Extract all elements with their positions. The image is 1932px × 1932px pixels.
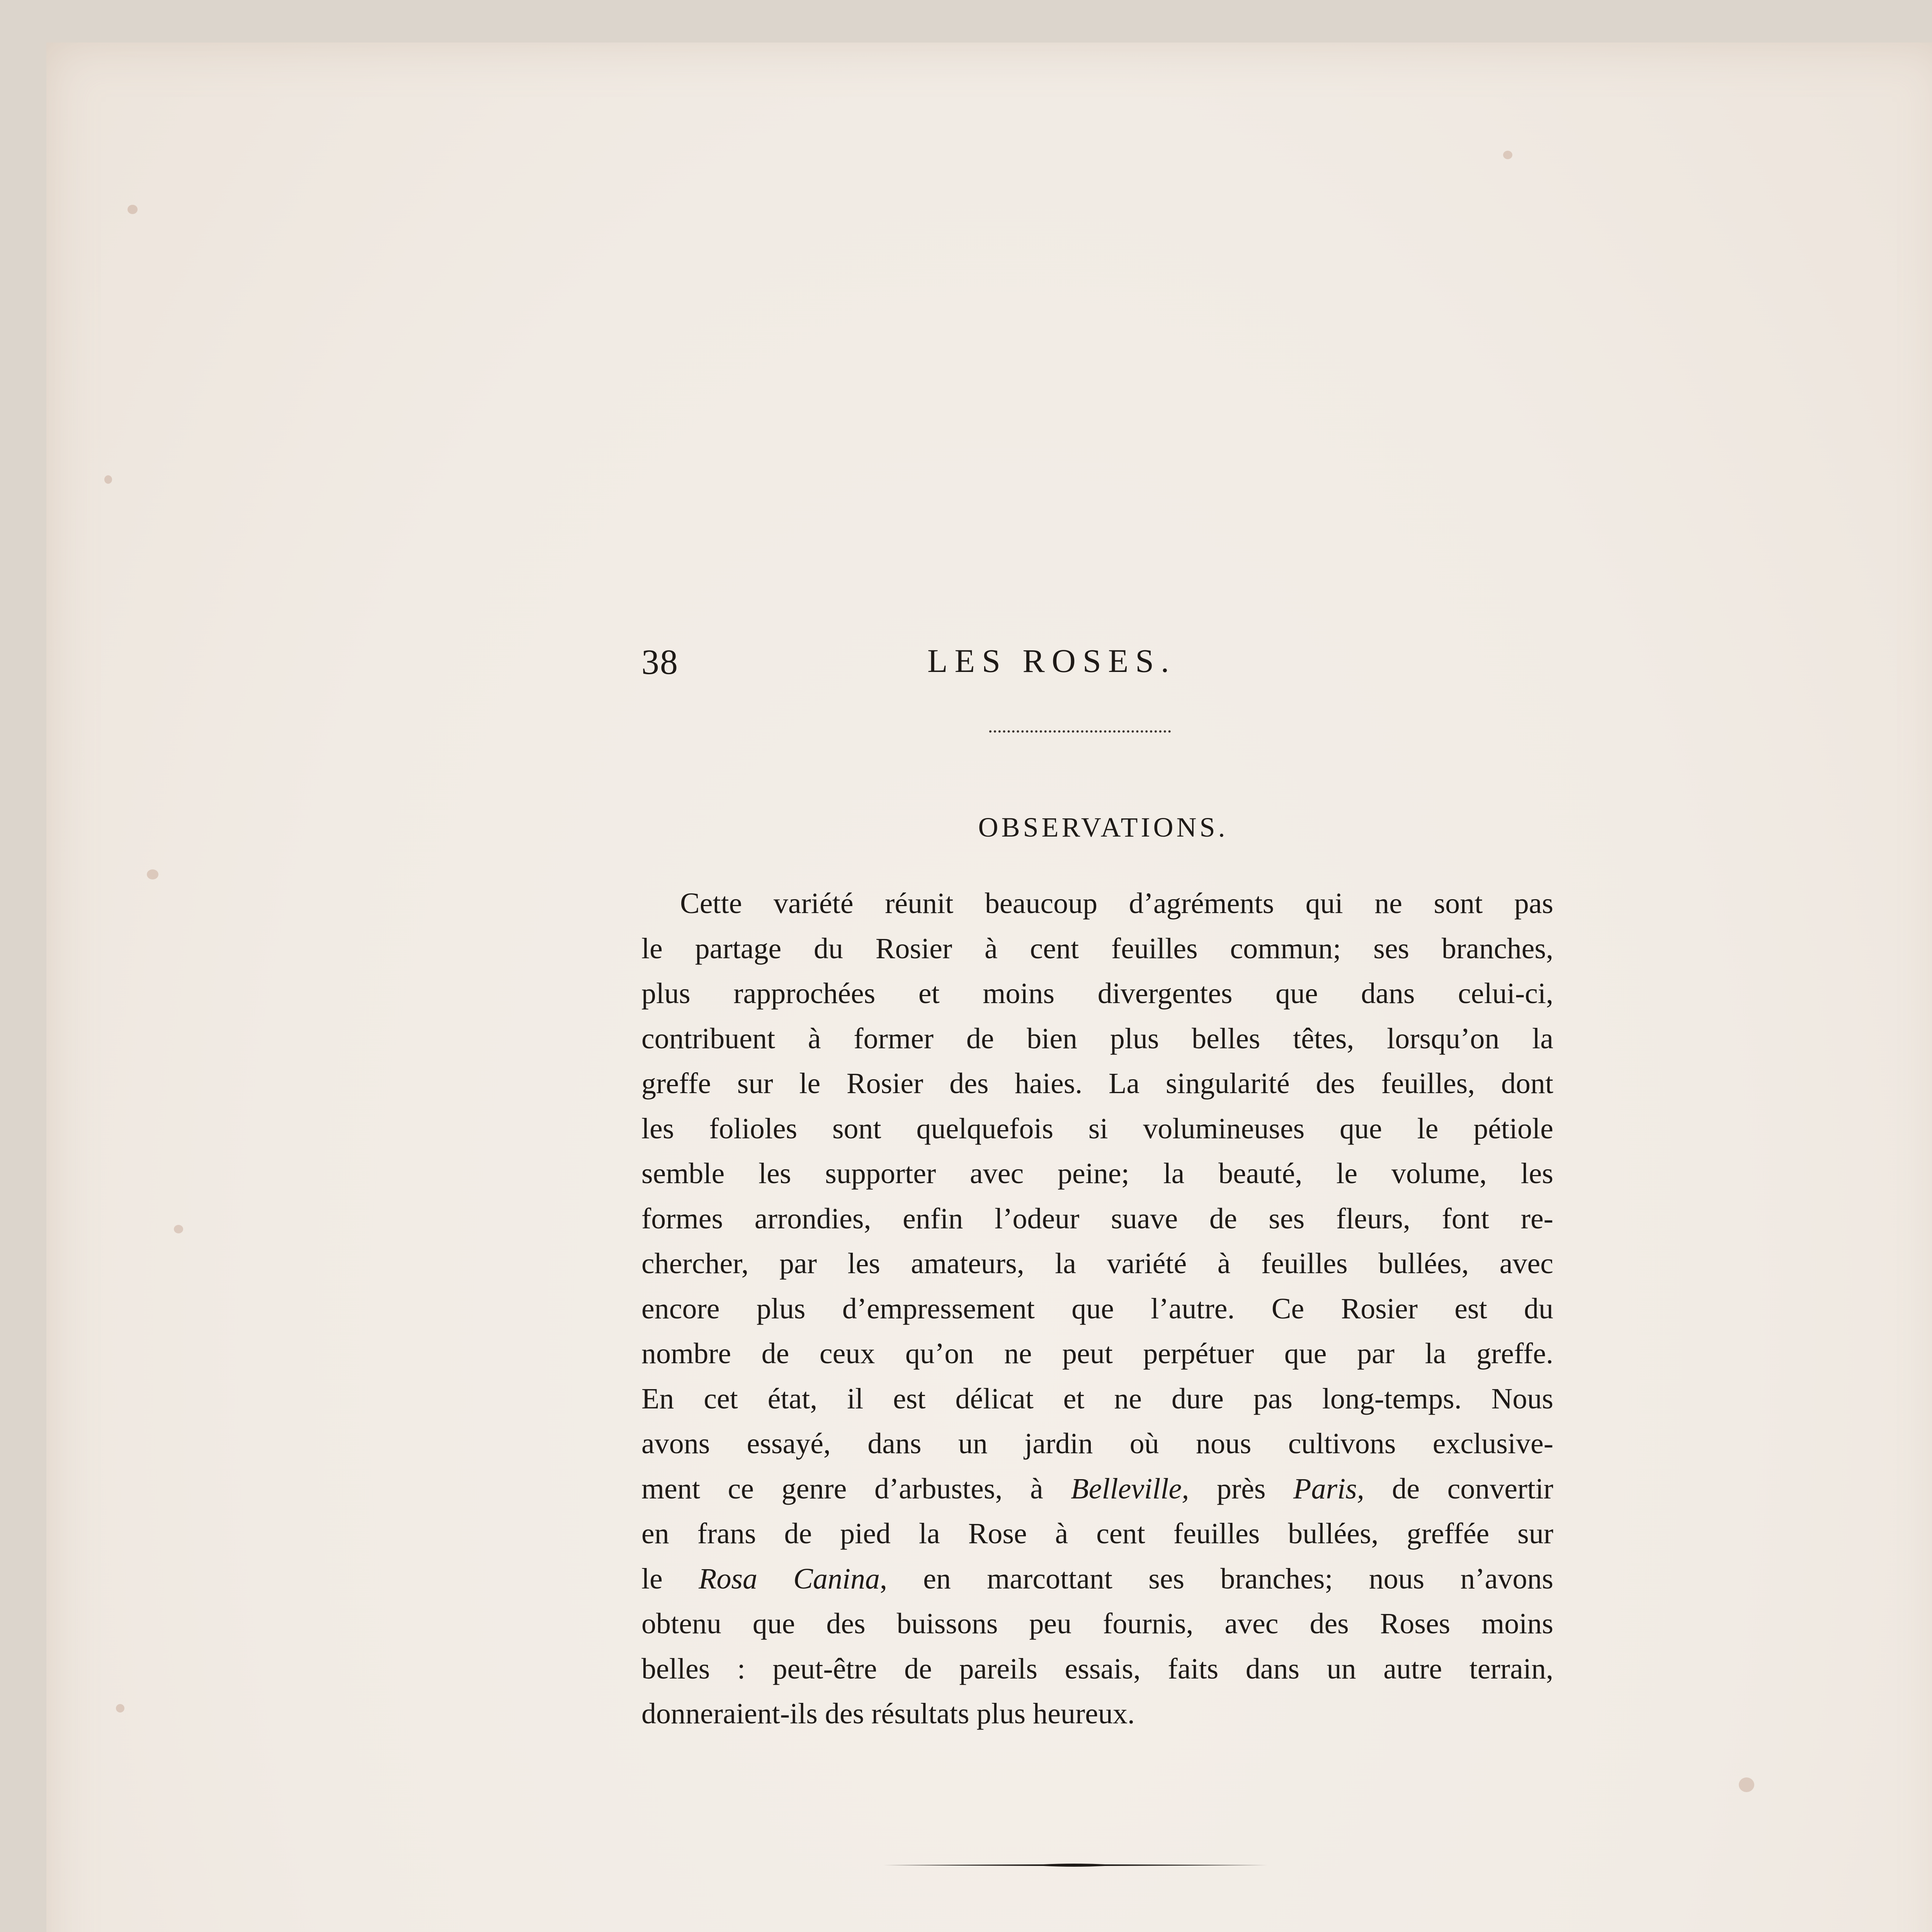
text-segment: , en marcottant ses branches; nous n’avons — [880, 1562, 1553, 1595]
text-line: le partage du Rosier à cent feuilles commun; ses branches, — [641, 932, 1553, 965]
text-line: semble les supporter avec peine; la beauté, le volume, les — [641, 1157, 1553, 1190]
text-line: donneraient-ils des résultats plus heureux. — [641, 1697, 1135, 1730]
foxing-spot — [174, 1225, 183, 1233]
italic-place-name: Paris, — [1293, 1472, 1364, 1505]
page-number: 38 — [641, 642, 679, 682]
text-block — [641, 641, 1553, 1730]
foxing-spot — [1739, 1777, 1754, 1792]
text-line: plus rapprochées et moins divergentes que dans celui-ci, — [641, 977, 1553, 1010]
foxing-spot — [1503, 151, 1512, 159]
text-line: En cet état, il est délicat et ne dure pas long-temps. Nous — [641, 1382, 1553, 1415]
text-line-mixed — [641, 1556, 1553, 1602]
text-segment: de convertir — [1364, 1472, 1553, 1505]
text-line: contribuent à former de bien plus belles têtes, lorsqu’on la — [641, 1022, 1553, 1055]
text-line: greffe sur le Rosier des haies. La singularité des feuilles, dont — [641, 1067, 1553, 1100]
foxing-spot — [147, 869, 158, 879]
body-paragraph — [641, 881, 1553, 1736]
text-line: chercher, par les amateurs, la variété à feuilles bullées, avec — [641, 1247, 1553, 1280]
foxing-spot — [116, 1704, 124, 1713]
foxing-spot — [104, 475, 112, 484]
text-line: obtenu que des buissons peu fournis, avec des Roses moins — [641, 1607, 1553, 1640]
text-line-mixed — [641, 1466, 1553, 1512]
foxing-spot — [128, 205, 138, 214]
italic-place-name: Belleville, — [1071, 1472, 1189, 1505]
running-head — [641, 641, 1553, 688]
text-segment: le — [641, 1562, 699, 1595]
text-line: formes arrondies, enfin l’odeur suave de ses fleurs, font re- — [641, 1202, 1553, 1235]
text-line: belles : peut-être de pareils essais, faits dans un autre terrain, — [641, 1652, 1553, 1685]
ornamental-rule — [989, 730, 1171, 733]
text-segment: près — [1189, 1472, 1294, 1505]
section-title: OBSERVATIONS. — [978, 812, 1228, 843]
text-line: nombre de ceux qu’on ne peut perpétuer que par la greffe. — [641, 1337, 1553, 1370]
text-line: Cette variété réunit beaucoup d’agréments qui ne sont pas — [680, 887, 1553, 920]
running-title: LES ROSES. — [927, 642, 1176, 679]
text-line: les folioles sont quelquefois si volumineuses que le pétiole — [641, 1112, 1553, 1145]
text-line: avons essayé, dans un jardin où nous cultivons exclusive- — [641, 1427, 1553, 1460]
text-line: en frans de pied la Rose à cent feuilles bullées, greffée sur — [641, 1517, 1553, 1550]
text-segment: ment ce genre d’arbustes, à — [641, 1472, 1071, 1505]
text-line: encore plus d’empressement que l’autre. Ce Rosier est du — [641, 1292, 1553, 1325]
tailpiece-rule — [881, 1862, 1267, 1868]
italic-species-name: Rosa Canina — [699, 1562, 880, 1595]
